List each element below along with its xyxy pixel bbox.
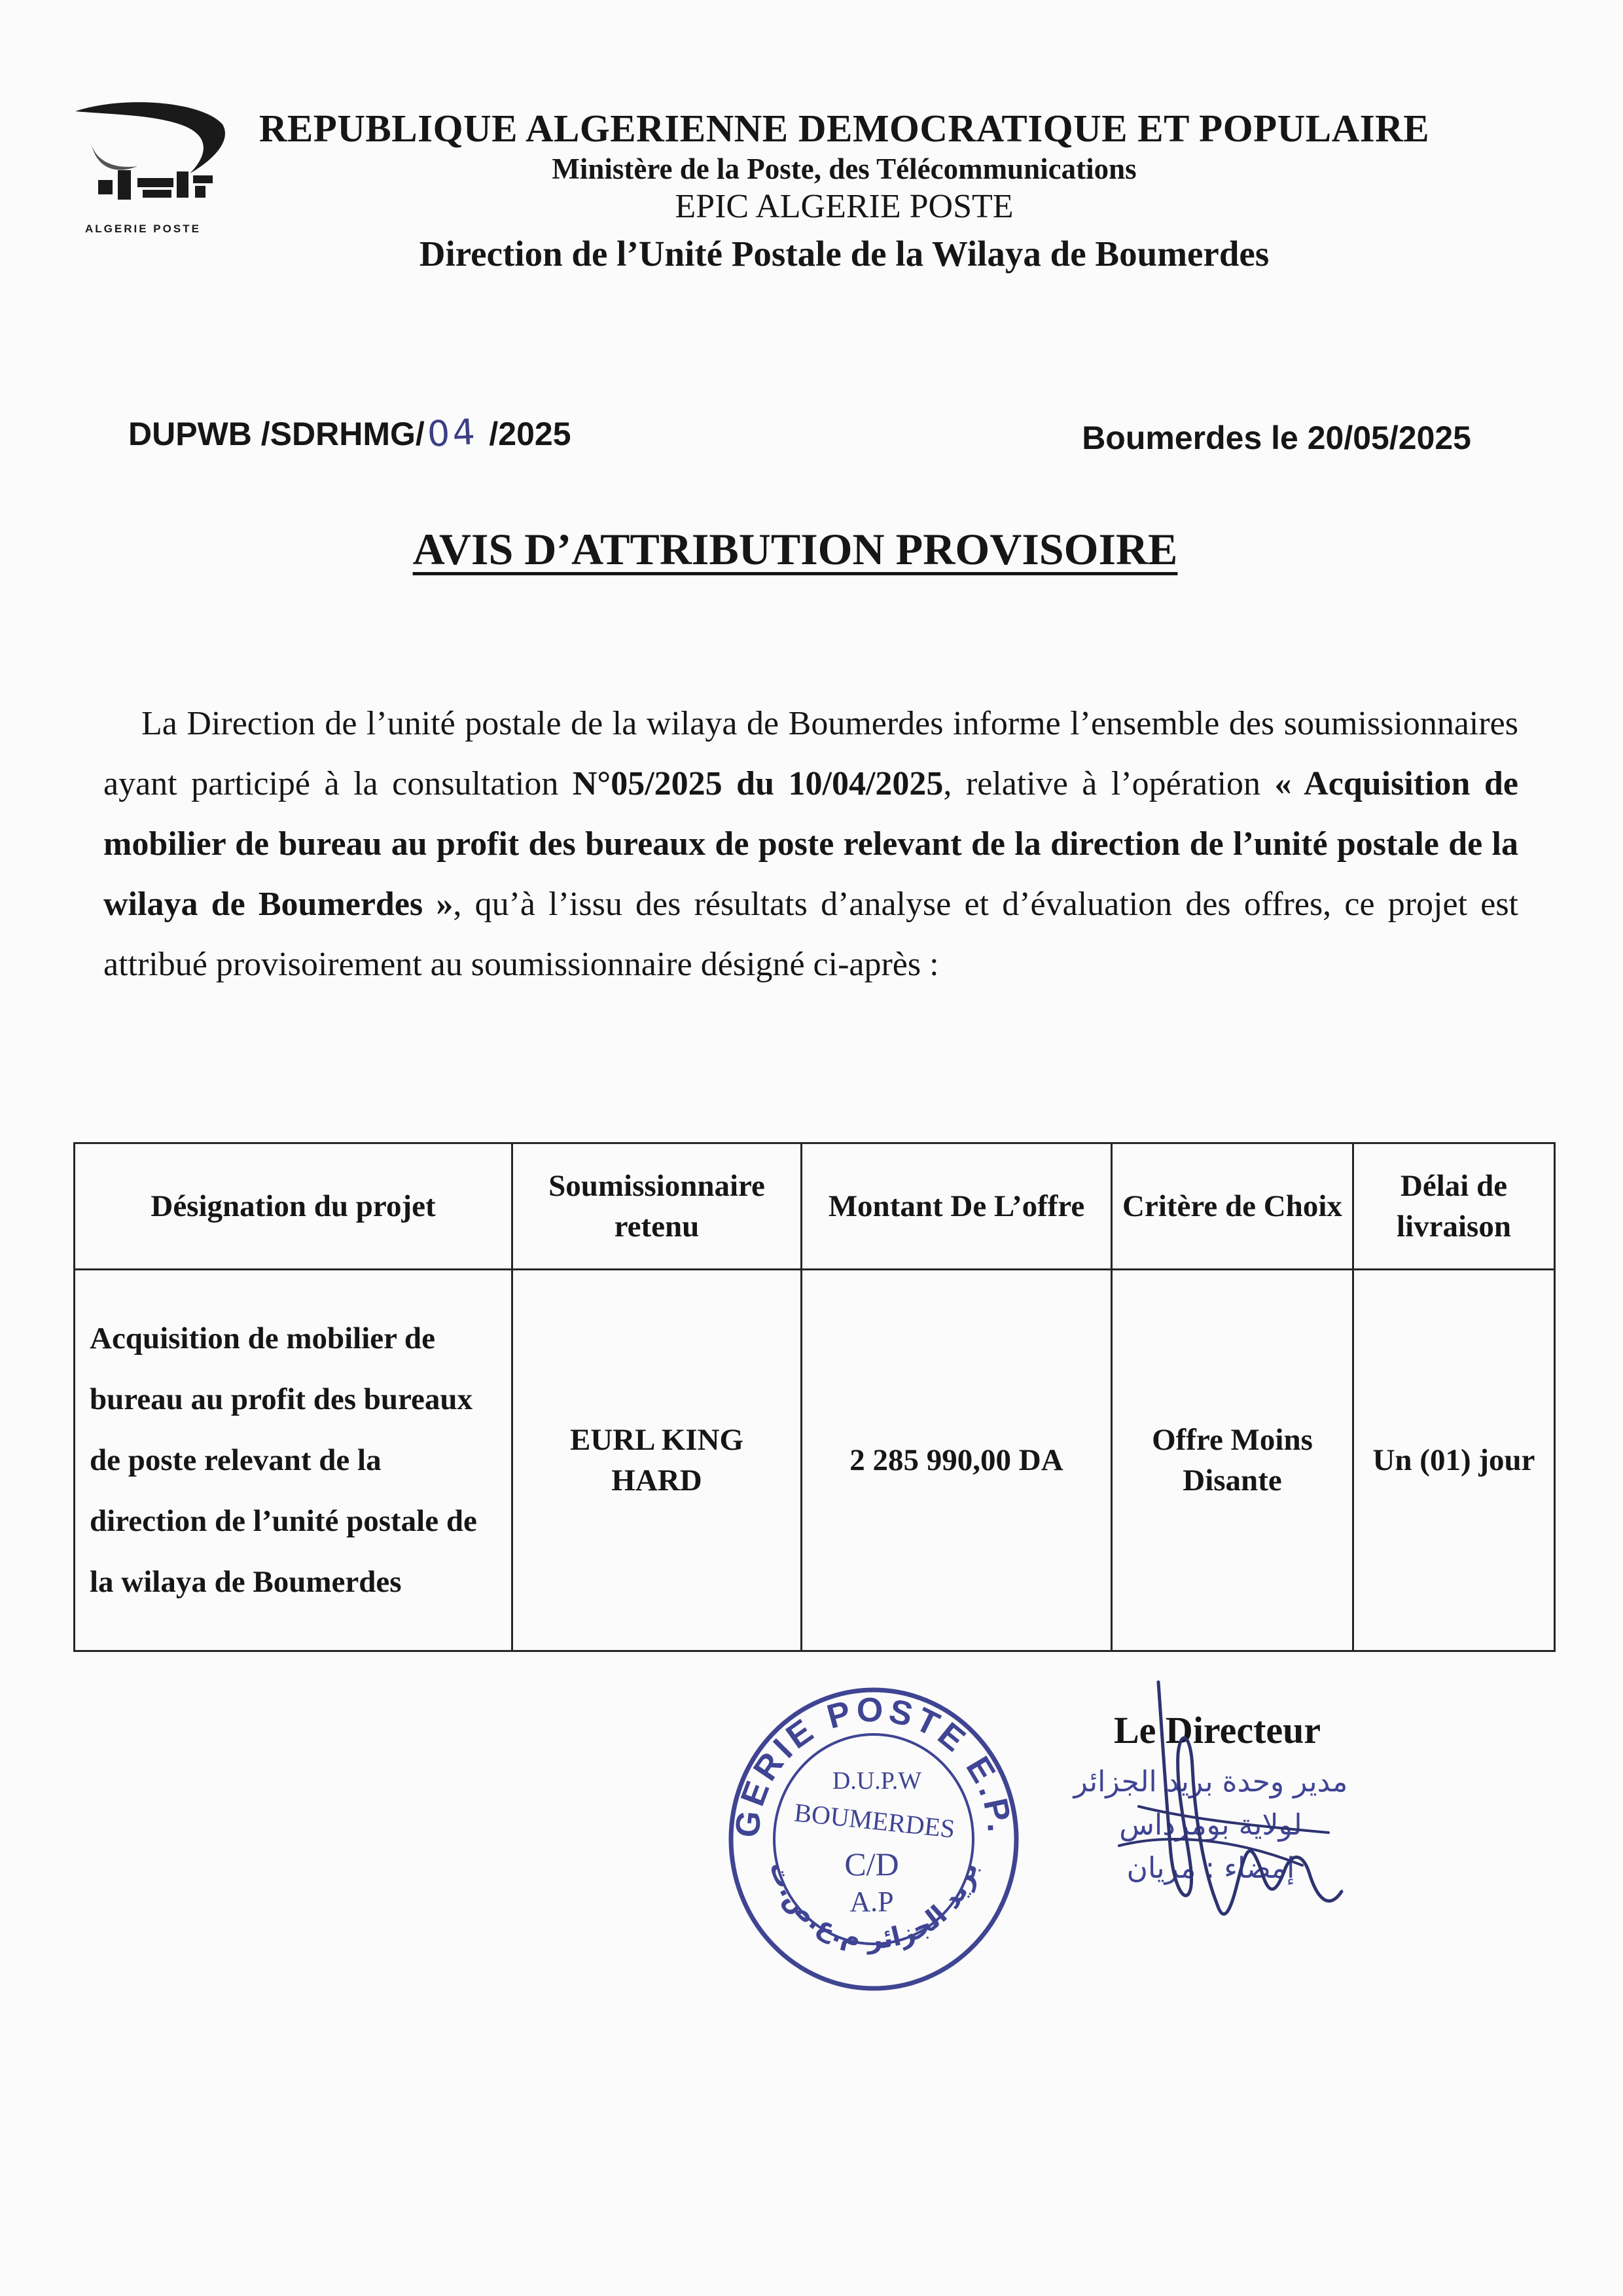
- col-header-designation: Désignation du projet: [75, 1143, 512, 1270]
- body-paragraph: [103, 694, 1518, 995]
- reference-handwritten-number: 04: [426, 411, 479, 455]
- document-title-text: AVIS D’ATTRIBUTION PROVISOIRE: [412, 524, 1178, 574]
- place-date: Boumerdes le 20/05/2025: [1082, 420, 1471, 456]
- stamp-line-2: BOUMERDES: [793, 1797, 957, 1844]
- col-header-soumissionnaire: Soumissionnaire retenu: [512, 1143, 802, 1270]
- operation-name: « Acquisition de mobilier de bureau au profit des bureaux de poste relevant de la direction de l’unité postale de la wilaya de Boumerdes »: [103, 765, 1518, 923]
- header-epic: EPIC ALGERIE POSTE: [675, 188, 1014, 225]
- cell-critere: Offre Moins Disante: [1112, 1270, 1353, 1651]
- reference-suffix: /2025: [480, 416, 571, 452]
- director-stamp-line-3: إمضاء : مريان: [1126, 1852, 1295, 1885]
- paragraph-part-3: , qu’à l’issu des résultats d’analyse et d’évaluation des offres, ce projet est attribué provisoirement au soumissionnaire désigné ci-après :: [103, 886, 1518, 983]
- paragraph-part-1: La Direction de l’unité postale de la wilaya de Boumerdes informe l’ensemble des soumissionnaires ayant participé à la consultation: [103, 705, 1518, 802]
- col-header-delai: Délai de livraison: [1353, 1143, 1555, 1270]
- cell-montant: 2 285 990,00 DA: [802, 1270, 1112, 1651]
- reference-prefix: DUPWB /SDRHMG/: [128, 416, 425, 452]
- consultation-reference: N°05/2025 du 10/04/2025: [572, 765, 944, 802]
- header-direction: Direction de l’Unité Postale de la Wilaya de Boumerdes: [419, 234, 1270, 274]
- director-title: Le Directeur: [1114, 1709, 1321, 1751]
- header-republic: REPUBLIQUE ALGERIENNE DEMOCRATIQUE ET POPULAIRE: [259, 107, 1430, 150]
- header-ministry: Ministère de la Poste, des Télécommunications: [552, 152, 1137, 185]
- stamp-line-3: C/D: [844, 1846, 899, 1882]
- cell-delai: Un (01) jour: [1353, 1270, 1555, 1651]
- stamp-line-4: A.P: [849, 1886, 894, 1918]
- document-title: [0, 524, 1590, 575]
- director-stamp-line-1: مدير وحدة بريد الجزائر: [1073, 1765, 1348, 1799]
- handwritten-signature: [1021, 1676, 1414, 1950]
- stamp-top-text: GERIE POSTE E.P.: [728, 1691, 1019, 1840]
- cell-designation: Acquisition de mobilier de bureau au profit des bureaux de poste relevant de la direction de l’unité postale de la wilaya de Boumerdes: [75, 1270, 512, 1651]
- logo-text: ALGERIE POSTE: [85, 223, 201, 235]
- paragraph-part-2: , relative à l’opération: [943, 765, 1275, 802]
- director-stamp-line-2: لولاية بومرداس: [1119, 1808, 1302, 1842]
- table-header-row: [75, 1143, 1555, 1270]
- stamp-bottom-text: بريد الجزائر م.ع.ص.ت: [763, 1857, 984, 1955]
- col-header-montant: Montant De L’offre: [802, 1143, 1112, 1270]
- stamp-line-1: D.U.P.W: [832, 1767, 922, 1795]
- award-table: [73, 1142, 1556, 1652]
- table-row: [75, 1270, 1555, 1651]
- col-header-critere: Critère de Choix: [1112, 1143, 1353, 1270]
- official-round-stamp: [720, 1672, 1027, 2000]
- reference-number: [128, 412, 571, 454]
- cell-soumissionnaire: EURL KING HARD: [512, 1270, 802, 1651]
